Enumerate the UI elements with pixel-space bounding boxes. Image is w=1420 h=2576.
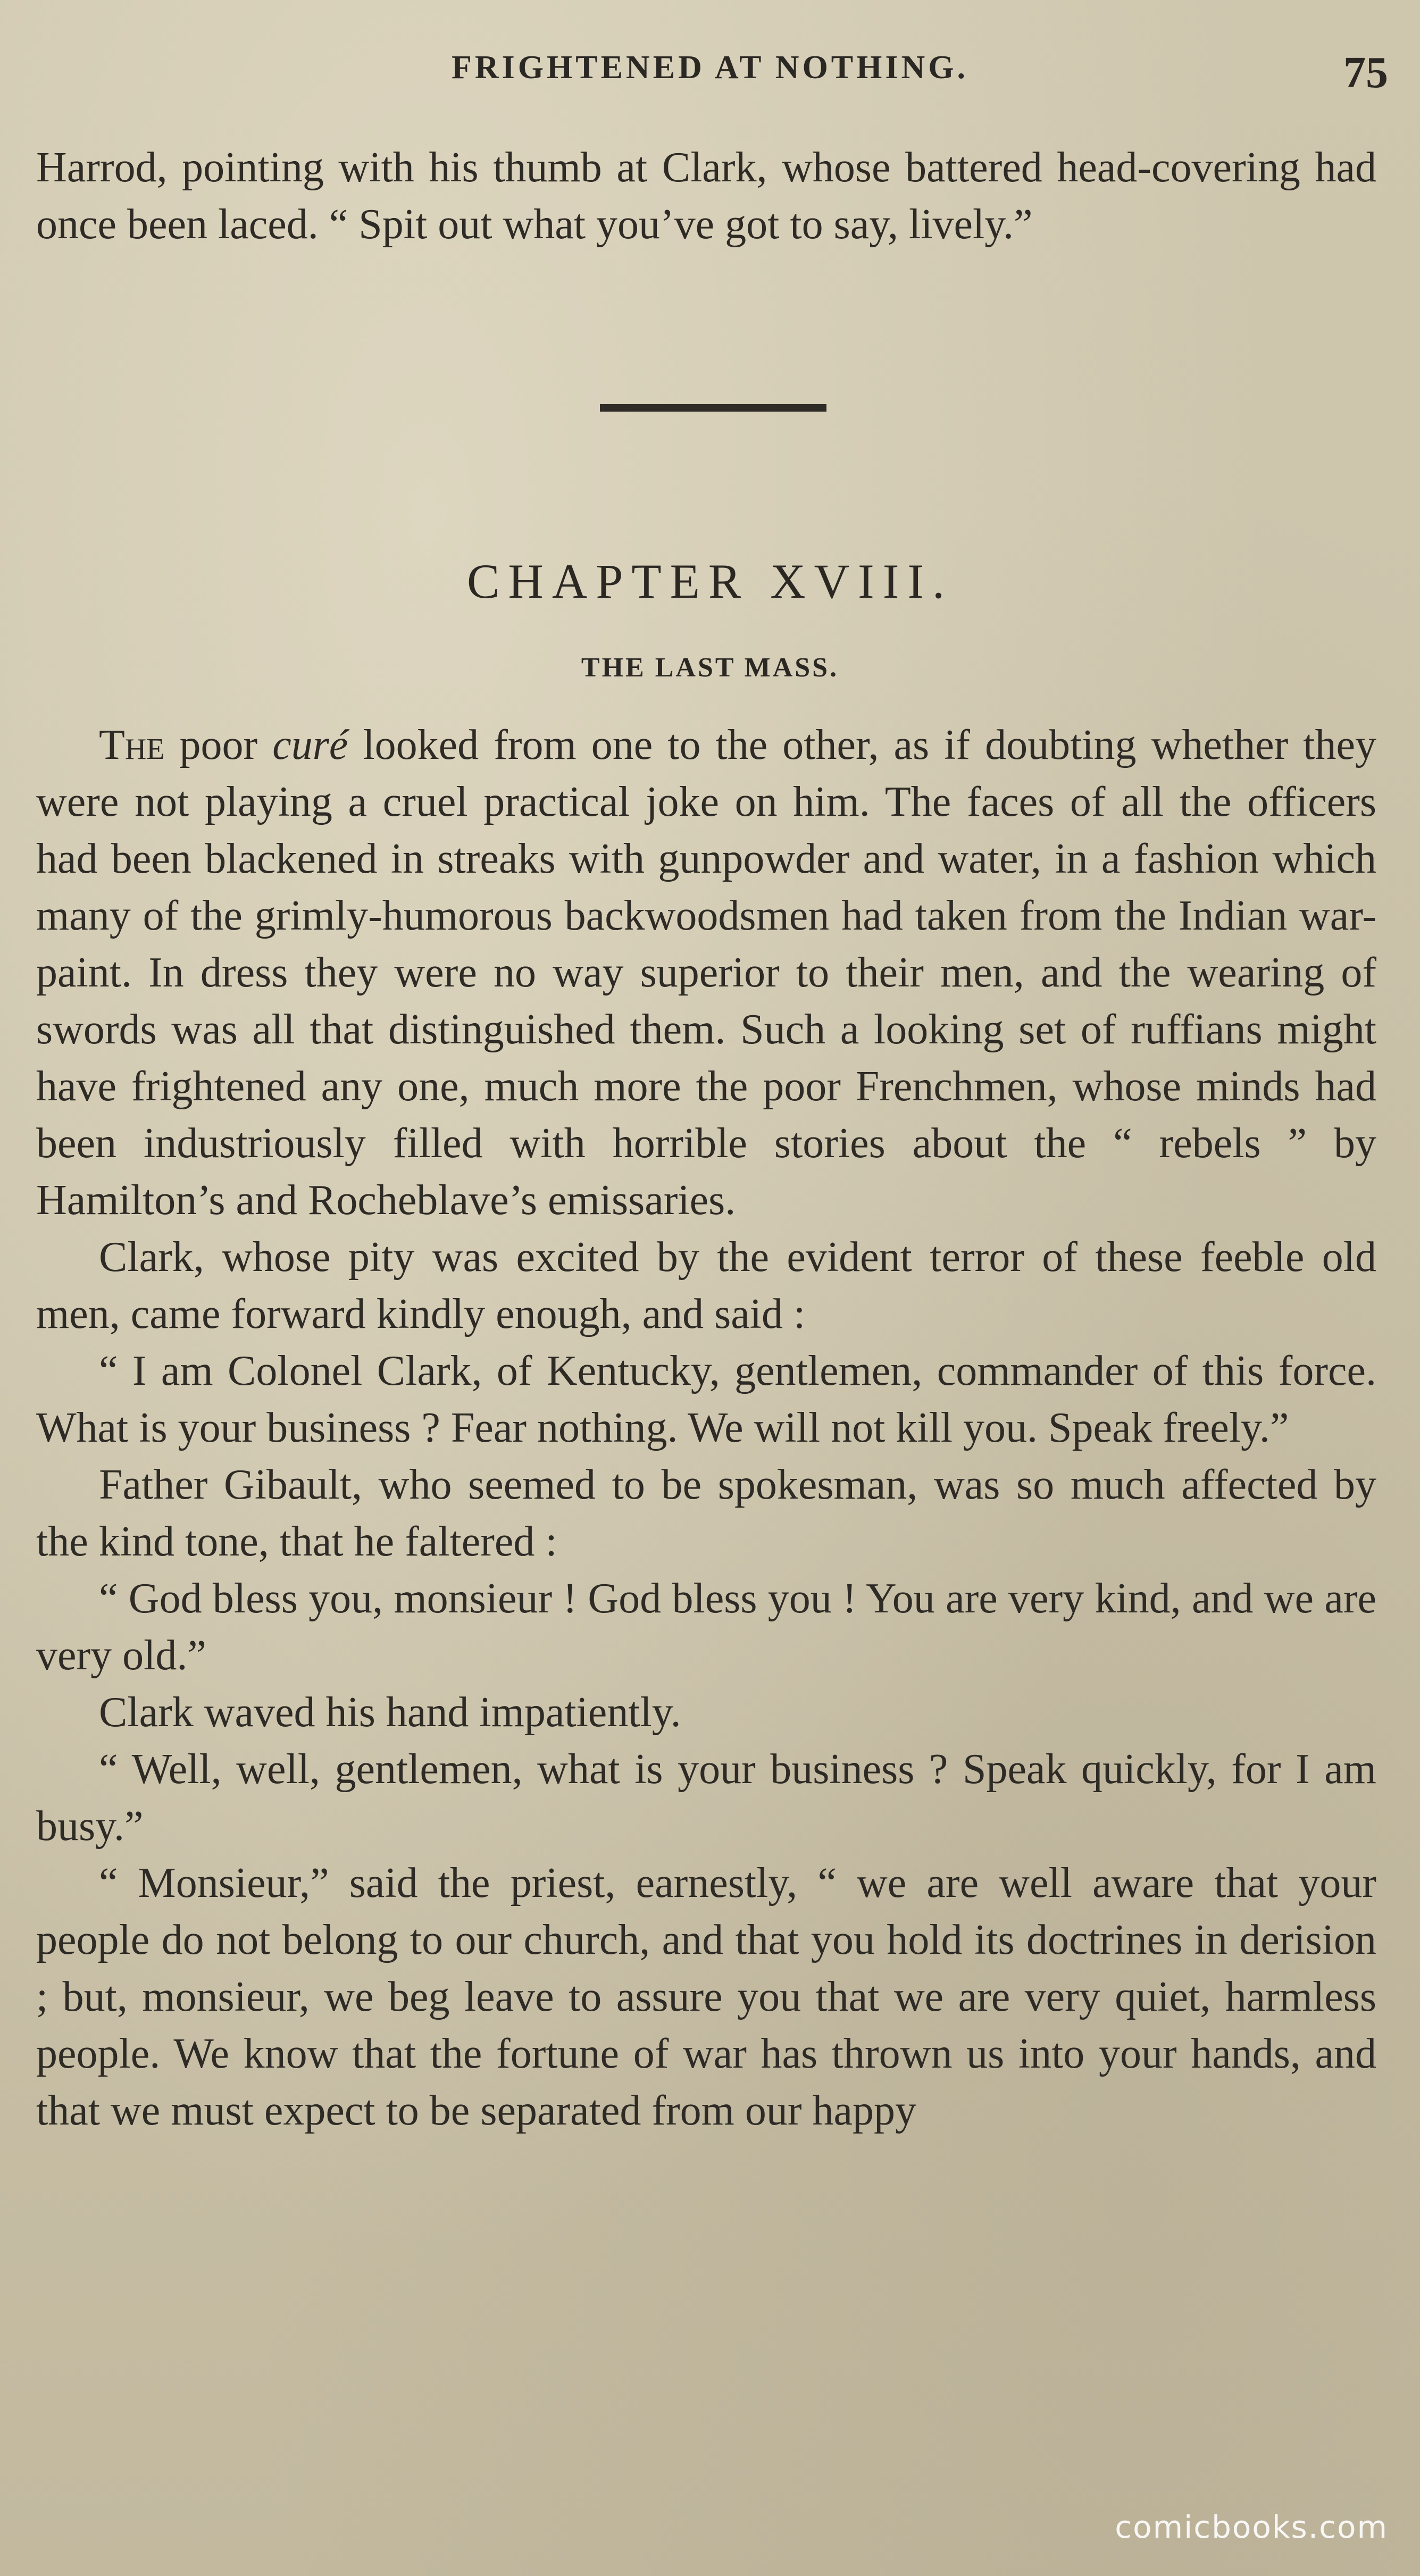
opening-paragraph: Harrod, pointing with his thumb at Clark, whose battered head-covering had once been laced. “ Spit out what you’ve got to say, lively.”	[36, 144, 1376, 248]
paragraph-5: “ God bless you, monsieur ! God bless you ! You are very kind, and we are very old.”	[36, 1575, 1376, 1679]
paragraph-1-italic-word: curé	[272, 722, 348, 768]
watermark: comicbooks.com	[1115, 2509, 1388, 2545]
paragraph-1-lead-word: The	[99, 722, 165, 768]
paragraph-8: “ Monsieur,” said the priest, earnestly, “ we are well aware that your people do not belong to our church, and that you hold its doctrines in derision ; but, monsieur, we beg leave to assure you that we are very quiet, harmless people. We know that the fortune of war has thrown us into your hands, and that we must expect to be separated from our happy	[36, 1860, 1376, 2134]
running-title: FRIGHTENED AT NOTHING.	[451, 49, 969, 86]
chapter-body	[36, 717, 1376, 2139]
paragraph-6: Clark waved his hand impatiently.	[99, 1689, 681, 1736]
paragraph-4: Father Gibault, who seemed to be spokesman, was so much affected by the kind tone, that he faltered :	[36, 1461, 1376, 1565]
paragraph-1	[36, 717, 1376, 1229]
page-number: 75	[1343, 48, 1388, 97]
paragraph-7: “ Well, well, gentlemen, what is your business ? Speak quickly, for I am busy.”	[36, 1746, 1376, 1850]
chapter-subtitle: THE LAST MASS.	[581, 653, 839, 683]
paragraph-2: Clark, whose pity was excited by the evident terror of these feeble old men, came forward kindly enough, and said :	[36, 1234, 1376, 1337]
paragraph-1-text-b: looked from one to the other, as if doubting whether they were not playing a cruel practical joke on him. The faces of all the officers had been blackened in streaks with gunpowder and water, in a fashion which many of the grimly-humorous backwoodsmen had taken from the Indian war-paint. In dress they were no way superior to their men, and the wearing of swords was all that distinguished them. Such a looking set of ruffians might have frightened any one, much more the poor Frenchmen, whose minds had been industriously filled with horrible stories about the “ rebels ” by Hamilton’s and Rocheblave’s emissaries.	[36, 722, 1377, 1224]
paragraph-1-text-a: poor	[164, 722, 273, 768]
running-head	[0, 47, 1420, 95]
chapter-title: CHAPTER XVIII.	[467, 554, 953, 608]
section-divider-rule	[600, 404, 826, 412]
paragraph-3: “ I am Colonel Clark, of Kentucky, gentlemen, commander of this force. What is your business ? Fear nothing. We will not kill you. Speak freely.”	[36, 1348, 1376, 1451]
opening-text-block	[36, 139, 1376, 253]
